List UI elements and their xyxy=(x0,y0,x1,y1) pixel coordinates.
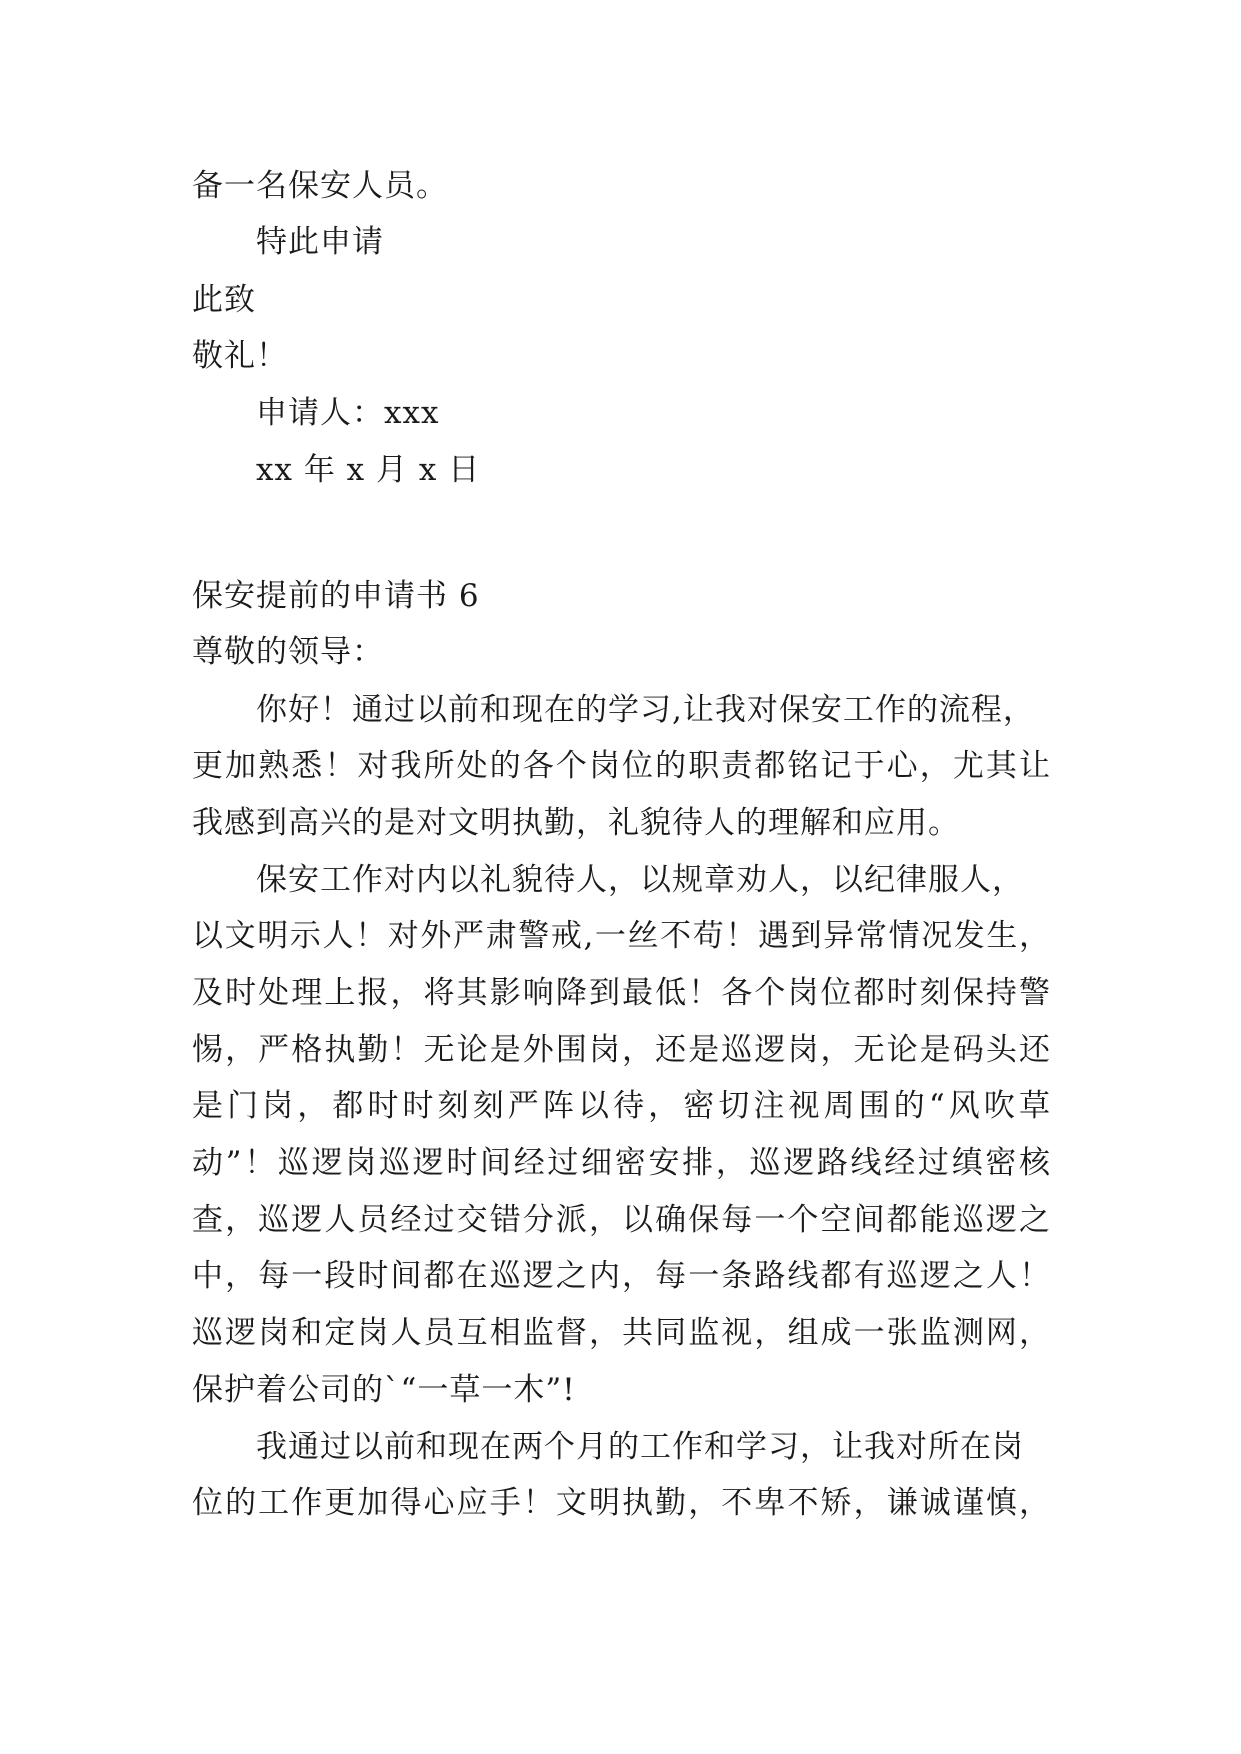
paragraph-line: 更加熟悉！对我所处的各个岗位的职责都铭记于心，尤其让 xyxy=(192,748,1050,784)
signature-date: xx 年 x 月 x 日 xyxy=(256,452,481,488)
paragraph-line: 以文明示人！对外严肃警戒,一丝不苟！遇到异常情况发生， xyxy=(192,918,1050,954)
paragraph-line: 你好！通过以前和现在的学习,让我对保安工作的流程， xyxy=(256,692,1035,728)
letter-title: 保安提前的申请书 6 xyxy=(192,578,480,614)
paragraph-line: 我感到高兴的是对文明执勤，礼貌待人的理解和应用。 xyxy=(192,805,960,841)
paragraph-line: 动”！巡逻岗巡逻时间经过细密安排，巡逻路线经过缜密核 xyxy=(192,1145,1050,1181)
closing-regards: 敬礼！ xyxy=(192,338,288,374)
paragraph-line: 保护着公司的`“一草一木”! xyxy=(192,1372,576,1408)
paragraph-line: 巡逻岗和定岗人员互相监督，共同监视，组成一张监测网， xyxy=(192,1315,1050,1351)
closing-line: 备一名保安人员。 xyxy=(192,168,448,204)
paragraph-line: 是门岗，都时时刻刻严阵以待，密切注视周围的“风吹草 xyxy=(192,1088,1050,1124)
paragraph-line: 我通过以前和现在两个月的工作和学习，让我对所在岗 xyxy=(256,1429,1024,1465)
paragraph-line: 查，巡逻人员经过交错分派，以确保每一个空间都能巡逻之 xyxy=(192,1202,1050,1238)
paragraph-line: 位的工作更加得心应手！文明执勤，不卑不矫，谦诚谨慎， xyxy=(192,1485,1050,1521)
paragraph-line: 及时处理上报，将其影响降到最低！各个岗位都时刻保持警 xyxy=(192,975,1050,1011)
closing-statement: 特此申请 xyxy=(256,224,384,260)
paragraph-line: 保安工作对内以礼貌待人，以规章劝人，以纪律服人， xyxy=(256,862,1024,898)
letter-salutation: 尊敬的领导： xyxy=(192,634,384,670)
paragraph-line: 惕，严格执勤！无论是外围岗，还是巡逻岗，无论是码头还 xyxy=(192,1032,1050,1068)
applicant-signature: 申请人：xxx xyxy=(256,395,440,431)
paragraph-line: 中，每一段时间都在巡逻之内，每一条路线都有巡逻之人！ xyxy=(192,1258,1050,1294)
closing-salutation: 此致 xyxy=(192,282,256,318)
